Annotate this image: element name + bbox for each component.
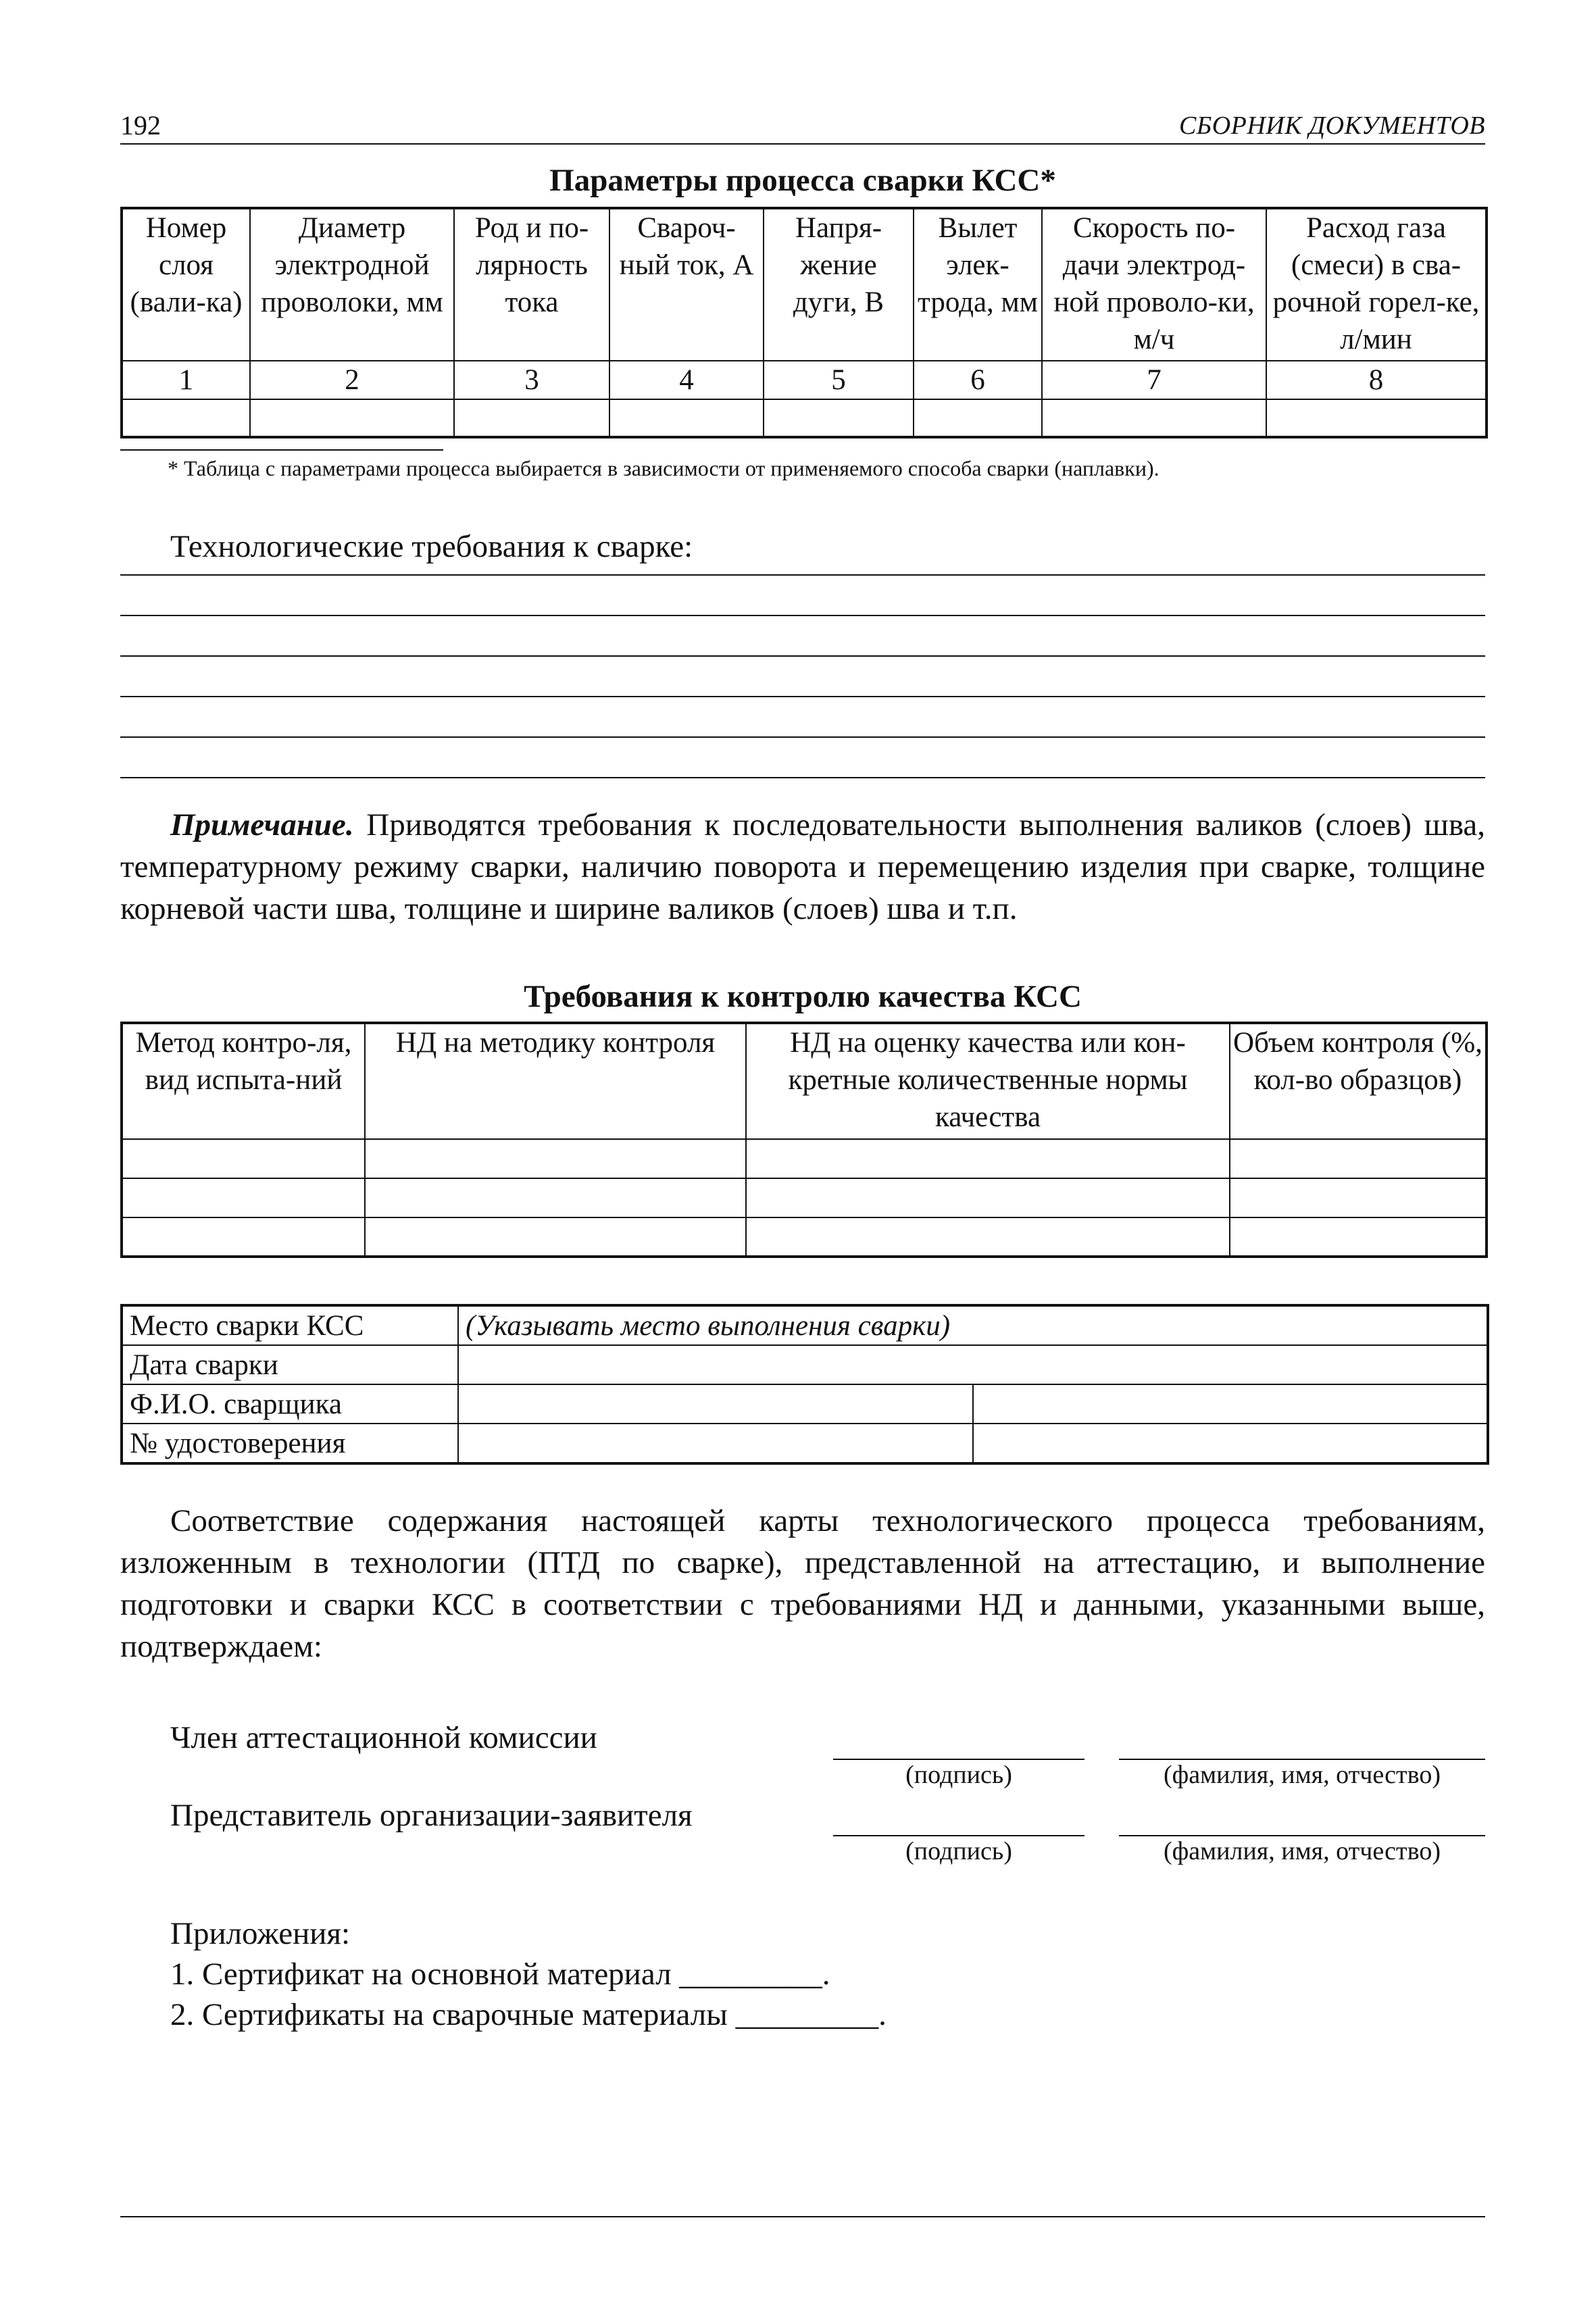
column-number: 7: [1042, 361, 1266, 399]
blank-cell: [609, 399, 764, 437]
fill-line: [120, 574, 1485, 576]
fill-line: [120, 777, 1485, 778]
column-number: 4: [609, 361, 764, 399]
column-header: Объем контроля (%, кол-во образцов): [1230, 1023, 1487, 1139]
note-label: Примечание.: [170, 807, 354, 842]
signature-caption: (подпись): [905, 1837, 1012, 1865]
blank-cell: [746, 1139, 1230, 1178]
quality-control-table: [120, 1022, 1488, 1258]
empty-row: [122, 1217, 1487, 1257]
empty-row: [122, 399, 1487, 437]
column-number: 5: [764, 361, 914, 399]
column-header: Свароч-ный ток, А: [609, 208, 764, 361]
note-text: Приводятся требования к последовательности выполнения валиков (слоев) шва, температурному режиму сварки, наличию поворота и перемещению изделия при сварке, толщине корневой части шва, толщине и ширине валиков (слоев) шва и т.п.: [120, 807, 1485, 926]
blank-cell: [122, 399, 250, 437]
blank-cell: [458, 1345, 1488, 1384]
blank-cell: [454, 399, 609, 437]
table-row: [122, 1345, 1488, 1384]
blank-cell: [1266, 399, 1487, 437]
fill-line: [120, 655, 1485, 657]
column-header: Вылет элек-трода, мм: [914, 208, 1042, 361]
blank-cell: [365, 1139, 746, 1178]
blank-cell: [365, 1178, 746, 1217]
column-header: НД на оценку качества или кон-кретные количественные нормы качества: [746, 1023, 1230, 1139]
table-row: [122, 1424, 1488, 1463]
blank-cell: [1230, 1178, 1487, 1217]
date-label: Дата сварки: [122, 1345, 458, 1384]
bottom-rule: [120, 2216, 1485, 2217]
column-header: Диаметр электродной проволоки, мм: [250, 208, 454, 361]
org-representative-label: Представитель организации-заявителя: [170, 1798, 693, 1833]
fill-line: [120, 736, 1485, 738]
column-number: 3: [454, 361, 609, 399]
empty-row: [122, 1139, 1487, 1178]
blank-cell: [250, 399, 454, 437]
footnote-rule: [120, 449, 443, 451]
annex-item: 2. Сертификаты на сварочные материалы _________.: [170, 1997, 887, 2032]
column-header: Напря-жение дуги, В: [764, 208, 914, 361]
column-header: Номер слоя (вали-ка): [122, 208, 250, 361]
blank-cell: [122, 1217, 365, 1257]
column-number: 6: [914, 361, 1042, 399]
column-number: 2: [250, 361, 454, 399]
empty-row: [122, 1178, 1487, 1217]
welding-params-table: [120, 207, 1488, 438]
blank-cell: [973, 1424, 1488, 1463]
table-header-row: [122, 1023, 1487, 1139]
fill-line: [120, 615, 1485, 616]
column-number: 1: [122, 361, 250, 399]
page-number: 192: [120, 110, 161, 141]
annex-item: 1. Сертификат на основной материал _________.: [170, 1957, 830, 1992]
blank-cell: [365, 1217, 746, 1257]
place-hint: (Указывать место выполнения сварки): [458, 1305, 1488, 1345]
blank-cell: [764, 399, 914, 437]
document-page: [120, 0, 1485, 2314]
fill-line: [120, 696, 1485, 697]
welding-place-table: [120, 1304, 1489, 1465]
column-number: 8: [1266, 361, 1487, 399]
place-label: Место сварки КСС: [122, 1305, 458, 1345]
name-caption: (фамилия, имя, отчество): [1163, 1837, 1441, 1865]
running-head: [120, 108, 1485, 145]
welding-params-title: Параметры процесса сварки КСС*: [549, 163, 1056, 198]
conformity-text: Соответствие содержания настоящей карты технологического процесса требованиям, изложенным в технологии (ПТД по сварке), представленной на аттестацию, и выполнение подготовки и сварки КСС в соответствии с требованиями НД и данными, указанными выше, подтверждаем:: [120, 1503, 1485, 1664]
name-caption: (фамилия, имя, отчество): [1163, 1761, 1441, 1789]
blank-cell: [458, 1384, 973, 1424]
blank-cell: [746, 1217, 1230, 1257]
blank-cell: [1230, 1217, 1487, 1257]
table-row: [122, 1305, 1488, 1345]
blank-cell: [458, 1424, 973, 1463]
note-paragraph: [120, 804, 1485, 930]
column-number-row: [122, 361, 1487, 399]
collection-title: СБОРНИК ДОКУМЕНТОВ: [1178, 111, 1485, 140]
tech-requirements-label: Технологические требования к сварке:: [170, 529, 693, 564]
quality-control-title: Требования к контролю качества КСС: [524, 979, 1082, 1014]
signature-caption: (подпись): [905, 1761, 1012, 1789]
column-header: Расход газа (смеси) в сва-рочной горел-ке, л/мин: [1266, 208, 1487, 361]
column-header: Метод контро-ля, вид испыта-ний: [122, 1023, 365, 1139]
column-header: НД на методику контроля: [365, 1023, 746, 1139]
welder-label: Ф.И.О. сварщика: [122, 1384, 458, 1424]
blank-cell: [914, 399, 1042, 437]
table-row: [122, 1384, 1488, 1424]
column-header: Скорость по-дачи электрод-ной проволо-ки, м/ч: [1042, 208, 1266, 361]
annexes-title: Приложения:: [170, 1916, 351, 1951]
blank-cell: [746, 1178, 1230, 1217]
blank-cell: [122, 1178, 365, 1217]
conformity-paragraph: [120, 1500, 1485, 1667]
blank-cell: [122, 1139, 365, 1178]
blank-cell: [1230, 1139, 1487, 1178]
footnote: * Таблица с параметрами процесса выбирается в зависимости от применяемого способа сварки (наплавки).: [168, 456, 1159, 480]
commission-member-label: Член аттестационной комиссии: [170, 1720, 597, 1755]
blank-cell: [1042, 399, 1266, 437]
table-header-row: [122, 208, 1487, 361]
certificate-label: № удостоверения: [122, 1424, 458, 1463]
column-header: Род и по-лярность тока: [454, 208, 609, 361]
blank-cell: [973, 1384, 1488, 1424]
